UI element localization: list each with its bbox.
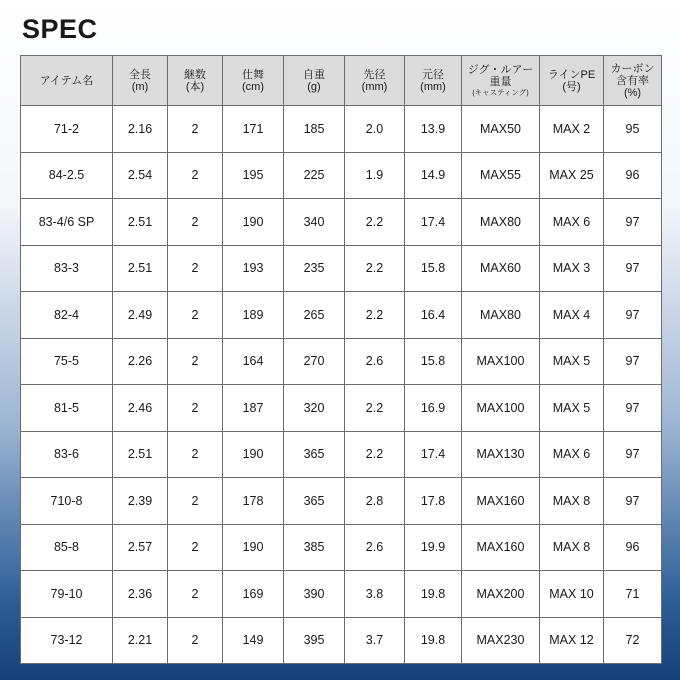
cell-tip-diameter: 2.2 — [345, 431, 405, 478]
cell-line-pe: MAX 25 — [540, 152, 604, 199]
table-row — [21, 292, 662, 339]
cell-weight: 185 — [284, 106, 345, 153]
cell-lure-weight: MAX55 — [462, 152, 540, 199]
cell-butt-diameter: 19.8 — [405, 571, 462, 618]
cell-carbon-content: 96 — [604, 152, 662, 199]
cell-weight: 225 — [284, 152, 345, 199]
cell-lure-weight: MAX100 — [462, 385, 540, 432]
header-line-pe: ラインPE (号) — [540, 56, 604, 106]
cell-line-pe: MAX 2 — [540, 106, 604, 153]
cell-butt-diameter: 15.8 — [405, 245, 462, 292]
cell-carbon-content: 97 — [604, 292, 662, 339]
cell-lure-weight: MAX200 — [462, 571, 540, 618]
cell-length: 2.36 — [113, 571, 168, 618]
cell-item-name: 710-8 — [21, 478, 113, 525]
header-weight: 自重 (g) — [284, 56, 345, 106]
cell-line-pe: MAX 5 — [540, 338, 604, 385]
cell-pieces: 2 — [168, 199, 223, 246]
cell-tip-diameter: 2.2 — [345, 292, 405, 339]
cell-pieces: 2 — [168, 292, 223, 339]
table-row — [21, 431, 662, 478]
cell-tip-diameter: 2.2 — [345, 199, 405, 246]
cell-closed-length: 190 — [223, 524, 284, 571]
cell-lure-weight: MAX50 — [462, 106, 540, 153]
table-row — [21, 571, 662, 618]
cell-carbon-content: 97 — [604, 245, 662, 292]
table-row — [21, 106, 662, 153]
cell-line-pe: MAX 3 — [540, 245, 604, 292]
cell-butt-diameter: 17.4 — [405, 431, 462, 478]
cell-pieces: 2 — [168, 338, 223, 385]
header-butt-diameter: 元径 (mm) — [405, 56, 462, 106]
cell-carbon-content: 97 — [604, 199, 662, 246]
cell-lure-weight: MAX160 — [462, 478, 540, 525]
cell-carbon-content: 97 — [604, 385, 662, 432]
cell-tip-diameter: 2.6 — [345, 338, 405, 385]
cell-weight: 365 — [284, 431, 345, 478]
cell-carbon-content: 95 — [604, 106, 662, 153]
cell-closed-length: 189 — [223, 292, 284, 339]
cell-length: 2.57 — [113, 524, 168, 571]
cell-weight: 385 — [284, 524, 345, 571]
cell-weight: 365 — [284, 478, 345, 525]
cell-weight: 395 — [284, 617, 345, 664]
cell-closed-length: 178 — [223, 478, 284, 525]
cell-butt-diameter: 16.9 — [405, 385, 462, 432]
cell-item-name: 85-8 — [21, 524, 113, 571]
cell-length: 2.26 — [113, 338, 168, 385]
cell-line-pe: MAX 12 — [540, 617, 604, 664]
table-row — [21, 385, 662, 432]
cell-line-pe: MAX 8 — [540, 478, 604, 525]
cell-closed-length: 169 — [223, 571, 284, 618]
cell-item-name: 83-4/6 SP — [21, 199, 113, 246]
cell-length: 2.51 — [113, 245, 168, 292]
table-row — [21, 617, 662, 664]
cell-item-name: 79-10 — [21, 571, 113, 618]
header-tip-diameter: 先径 (mm) — [345, 56, 405, 106]
cell-butt-diameter: 19.9 — [405, 524, 462, 571]
cell-length: 2.16 — [113, 106, 168, 153]
cell-line-pe: MAX 6 — [540, 199, 604, 246]
cell-length: 2.21 — [113, 617, 168, 664]
cell-carbon-content: 97 — [604, 338, 662, 385]
header-length: 全長 (m) — [113, 56, 168, 106]
cell-pieces: 2 — [168, 431, 223, 478]
cell-line-pe: MAX 6 — [540, 431, 604, 478]
cell-tip-diameter: 2.2 — [345, 245, 405, 292]
cell-length: 2.49 — [113, 292, 168, 339]
cell-carbon-content: 97 — [604, 431, 662, 478]
cell-length: 2.51 — [113, 199, 168, 246]
cell-item-name: 82-4 — [21, 292, 113, 339]
cell-length: 2.51 — [113, 431, 168, 478]
cell-pieces: 2 — [168, 385, 223, 432]
cell-item-name: 73-12 — [21, 617, 113, 664]
cell-length: 2.54 — [113, 152, 168, 199]
cell-tip-diameter: 2.2 — [345, 385, 405, 432]
cell-closed-length: 171 — [223, 106, 284, 153]
cell-weight: 340 — [284, 199, 345, 246]
cell-tip-diameter: 3.7 — [345, 617, 405, 664]
cell-pieces: 2 — [168, 524, 223, 571]
cell-carbon-content: 97 — [604, 478, 662, 525]
cell-weight: 270 — [284, 338, 345, 385]
header-item-name: アイテム名 — [21, 56, 113, 106]
cell-closed-length: 187 — [223, 385, 284, 432]
cell-length: 2.39 — [113, 478, 168, 525]
cell-weight: 265 — [284, 292, 345, 339]
cell-closed-length: 164 — [223, 338, 284, 385]
page-title: SPEC — [22, 14, 98, 44]
cell-item-name: 81-5 — [21, 385, 113, 432]
cell-line-pe: MAX 8 — [540, 524, 604, 571]
cell-weight: 320 — [284, 385, 345, 432]
cell-pieces: 2 — [168, 478, 223, 525]
header-lure-weight: ジグ・ルアー 重量 (キャスティング) — [462, 56, 540, 106]
cell-weight: 390 — [284, 571, 345, 618]
cell-pieces: 2 — [168, 617, 223, 664]
cell-line-pe: MAX 4 — [540, 292, 604, 339]
header-closed-length: 仕舞 (cm) — [223, 56, 284, 106]
cell-closed-length: 149 — [223, 617, 284, 664]
cell-closed-length: 193 — [223, 245, 284, 292]
cell-item-name: 71-2 — [21, 106, 113, 153]
table-row — [21, 152, 662, 199]
cell-tip-diameter: 2.8 — [345, 478, 405, 525]
cell-carbon-content: 96 — [604, 524, 662, 571]
cell-tip-diameter: 2.0 — [345, 106, 405, 153]
cell-closed-length: 190 — [223, 199, 284, 246]
cell-item-name: 83-6 — [21, 431, 113, 478]
table-row — [21, 524, 662, 571]
cell-butt-diameter: 15.8 — [405, 338, 462, 385]
cell-carbon-content: 71 — [604, 571, 662, 618]
spec-table — [20, 55, 662, 664]
table-row — [21, 245, 662, 292]
header-row — [21, 56, 662, 106]
cell-pieces: 2 — [168, 106, 223, 153]
cell-pieces: 2 — [168, 571, 223, 618]
cell-butt-diameter: 17.4 — [405, 199, 462, 246]
cell-item-name: 84-2.5 — [21, 152, 113, 199]
cell-pieces: 2 — [168, 245, 223, 292]
cell-butt-diameter: 19.8 — [405, 617, 462, 664]
header-pieces: 継数 (本) — [168, 56, 223, 106]
cell-length: 2.46 — [113, 385, 168, 432]
header-carbon-content: カーボン 含有率 (%) — [604, 56, 662, 106]
cell-closed-length: 195 — [223, 152, 284, 199]
table-row — [21, 199, 662, 246]
cell-pieces: 2 — [168, 152, 223, 199]
cell-item-name: 75-5 — [21, 338, 113, 385]
cell-lure-weight: MAX80 — [462, 199, 540, 246]
table-row — [21, 478, 662, 525]
cell-lure-weight: MAX100 — [462, 338, 540, 385]
table-row — [21, 338, 662, 385]
cell-tip-diameter: 3.8 — [345, 571, 405, 618]
cell-tip-diameter: 1.9 — [345, 152, 405, 199]
cell-butt-diameter: 13.9 — [405, 106, 462, 153]
cell-line-pe: MAX 5 — [540, 385, 604, 432]
cell-lure-weight: MAX130 — [462, 431, 540, 478]
cell-item-name: 83-3 — [21, 245, 113, 292]
cell-line-pe: MAX 10 — [540, 571, 604, 618]
cell-lure-weight: MAX230 — [462, 617, 540, 664]
cell-tip-diameter: 2.6 — [345, 524, 405, 571]
cell-carbon-content: 72 — [604, 617, 662, 664]
cell-lure-weight: MAX60 — [462, 245, 540, 292]
cell-weight: 235 — [284, 245, 345, 292]
cell-butt-diameter: 17.8 — [405, 478, 462, 525]
cell-lure-weight: MAX80 — [462, 292, 540, 339]
cell-butt-diameter: 16.4 — [405, 292, 462, 339]
cell-lure-weight: MAX160 — [462, 524, 540, 571]
cell-closed-length: 190 — [223, 431, 284, 478]
cell-butt-diameter: 14.9 — [405, 152, 462, 199]
